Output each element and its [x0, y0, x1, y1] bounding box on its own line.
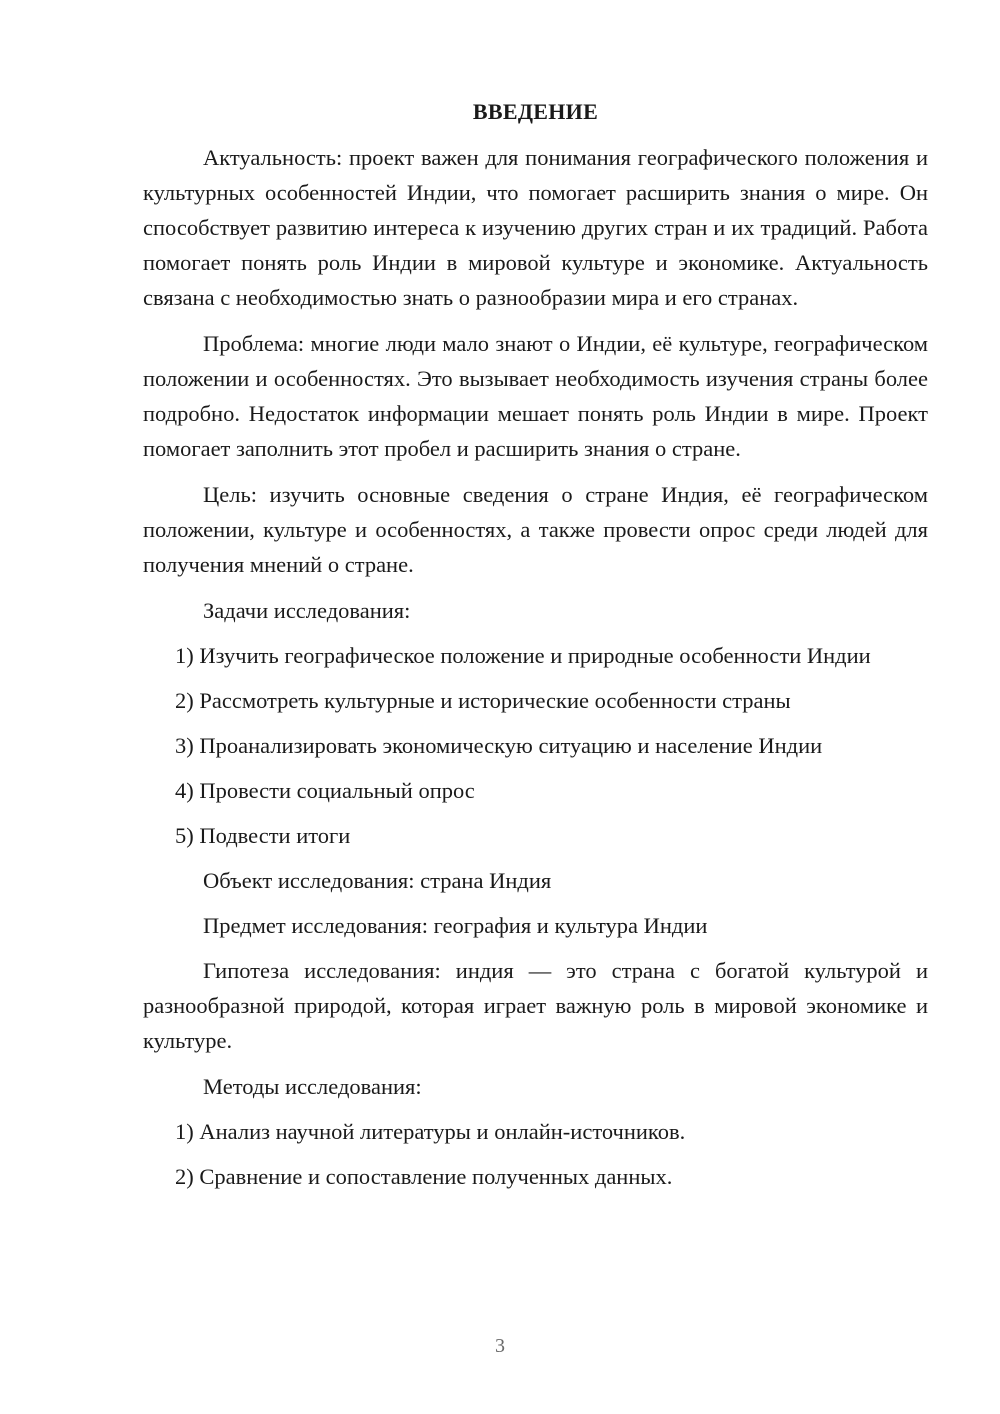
tasks-heading: Задачи исследования: — [203, 598, 411, 623]
research-subject: Предмет исследования: география и культура Индии — [203, 913, 708, 938]
hypothesis-paragraph: Гипотеза исследования: индия — это страна с богатой культурой и разнообразной природой, которая играет важную роль в мировой экономике и культуре. — [143, 958, 928, 1053]
task-item-4: 4) Провести социальный опрос — [175, 778, 475, 803]
goal-paragraph: Цель: изучить основные сведения о стране Индия, её географическом положении, культуре и особенностях, а также провести опрос среди людей для получения мнений о стране. — [143, 482, 928, 577]
task-item-3: 3) Проанализировать экономическую ситуацию и население Индии — [175, 733, 823, 758]
task-item-1: 1) Изучить географическое положение и природные особенности Индии — [175, 643, 871, 668]
methods-heading: Методы исследования: — [203, 1074, 422, 1099]
section-title: ВВЕДЕНИЕ — [472, 99, 599, 124]
page-number: 3 — [495, 1335, 505, 1357]
document-page — [143, 94, 928, 1204]
task-item-2: 2) Рассмотреть культурные и исторические особенности страны — [175, 688, 791, 713]
task-item-5: 5) Подвести итоги — [175, 823, 351, 848]
relevance-paragraph: Актуальность: проект важен для понимания географического положения и культурных особенностей Индии, что помогает расширить знания о мире. Он способствует развитию интереса к изучению других стран и их традиций. Работа помогает понять роль Индии в мировой культуре и экономике. Актуальность связана с необходимостью знать о разнообразии мира и его странах. — [143, 145, 928, 310]
research-object: Объект исследования: страна Индия — [203, 868, 552, 893]
method-item-2: 2) Сравнение и сопоставление полученных данных. — [175, 1164, 673, 1189]
problem-paragraph: Проблема: многие люди мало знают о Индии, её культуре, географическом положении и особенностях. Это вызывает необходимость изучения страны более подробно. Недостаток информации мешает понять роль Индии в мире. Проект помогает заполнить этот пробел и расширить знания о стране. — [143, 331, 928, 461]
method-item-1: 1) Анализ научной литературы и онлайн-источников. — [175, 1119, 686, 1144]
